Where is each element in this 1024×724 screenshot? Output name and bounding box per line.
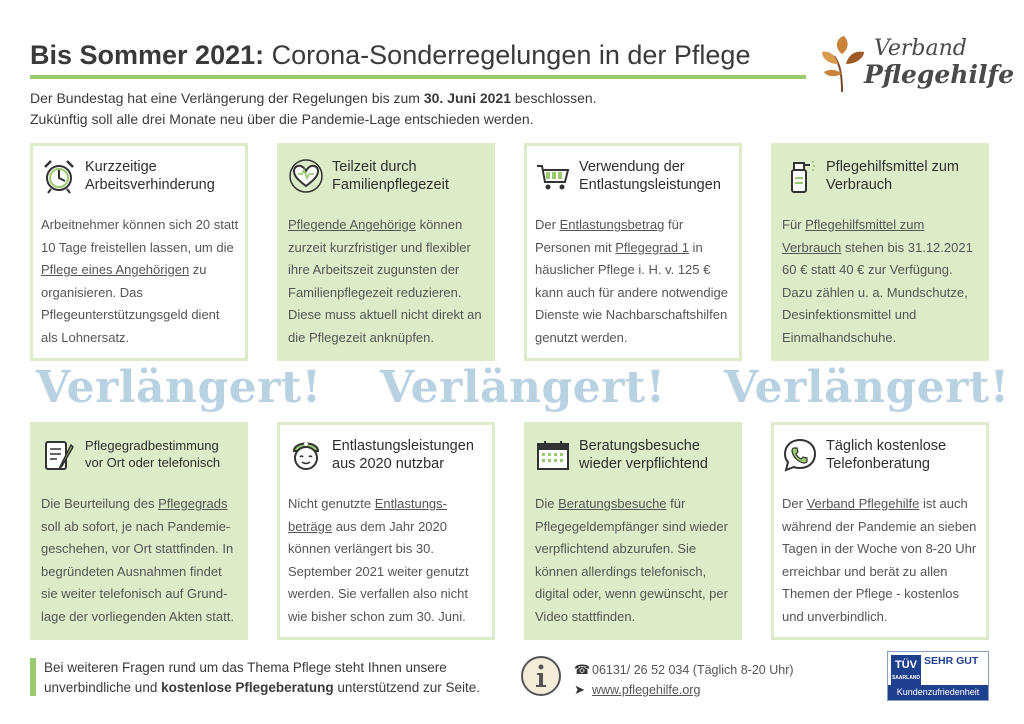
tuv-seal <box>887 651 989 701</box>
card-body-text: soll ab sofort, je nach Pandemie-geschehen, vor Ort stattfinden. In begründeten Ausnahmen findet sie weiter telefonisch auf Grund-lage der vorliegenden Akten statt. <box>41 518 234 624</box>
contact-phone[interactable]: 06131/ 26 52 034 (Täglich 8-20 Uhr) <box>592 663 794 677</box>
alarm-clock-icon <box>41 158 77 194</box>
nurse-icon <box>288 437 324 473</box>
banner-verlaengert-2: Verlängert! <box>380 362 666 413</box>
tuv-logo <box>891 655 921 685</box>
card-body-text: Die <box>535 496 559 511</box>
tuv-brand: TÜV <box>895 659 917 671</box>
card-body <box>288 214 486 349</box>
clipboard-pen-icon <box>41 437 77 473</box>
calendar-icon <box>535 437 571 473</box>
footer-accent-bar <box>30 658 36 696</box>
link-pflege-eines-angehoerigen[interactable]: Pflege eines Angehörigen <box>41 262 190 277</box>
contact-url-row <box>574 680 794 700</box>
contact-phone-row <box>574 660 794 680</box>
intro-line-1-pre: Der Bundestag hat eine Verlängerung der Regelungen bis zum <box>30 90 424 106</box>
card-entlastungsleistungen-2020 <box>277 422 495 640</box>
link-verband-pflegehilfe[interactable]: Verband Pflegehilfe <box>806 496 920 511</box>
intro-line-2: Zukünftig soll alle drei Monate neu über die Pandemie-Lage entschieden werden. <box>30 111 534 127</box>
card-body-text: in häuslicher Pflege i. H. v. 125 € kann auch für andere notwendige Dienste wie Nachbarschaftshilfen genutzt werden. <box>535 239 728 345</box>
contact-url-link[interactable]: www.pflegehilfe.org <box>592 683 701 697</box>
card-verwendung-entlastungsleistungen <box>524 143 742 361</box>
card-title: Teilzeit durch Familienpflegezeit <box>332 159 449 193</box>
shopping-cart-icon <box>535 158 571 194</box>
tuv-band: Kundenzufriedenheit <box>888 685 988 700</box>
footer-line-1: Bei weiteren Fragen rund um das Thema Pflege steht Ihnen unsere <box>44 660 447 675</box>
card-body-text: können zurzeit kurzfristiger und flexibler ihre Arbeitszeit zugunsten der Familienpflegezeit reduzieren. Diese muss aktuell nicht direkt an die Pflegezeit anknüpfen. <box>288 217 482 345</box>
phone-bubble-icon <box>782 437 818 473</box>
tuv-grade: SEHR GUT <box>924 655 979 667</box>
card-body-text: ist auch während der Pandemie an sieben Tagen in der Woche von 8-20 Uhr erreichbar und berät zu allen Themen der Pflege - kostenlos und unverbindlich. <box>782 496 977 624</box>
link-pflegende-angehoerige[interactable]: Pflegende Angehörige <box>288 217 416 232</box>
card-pflegegradbestimmung <box>30 422 248 640</box>
card-title: Pflegegradbestimmung vor Ort oder telefonisch <box>85 438 221 470</box>
card-teilzeit-familienpflegezeit <box>277 143 495 361</box>
link-pflegegrad-1[interactable]: Pflegegrad 1 <box>615 239 689 255</box>
card-body-text: Der <box>535 217 560 232</box>
card-body <box>535 214 733 349</box>
card-body <box>782 493 980 628</box>
heart-icon <box>288 158 324 194</box>
card-title: Beratungsbesuche wieder verpflichtend <box>579 438 708 472</box>
leaf-logo-icon <box>820 34 866 94</box>
card-title: Kurzzeitige Arbeitsverhinderung <box>85 159 215 193</box>
link-entlastungsbetrag[interactable]: Entlastungsbetrag <box>559 217 665 232</box>
footer-line-2 <box>44 678 480 698</box>
contact-block <box>574 660 794 700</box>
card-telefonberatung <box>771 422 989 640</box>
card-title: Entlastungsleistungen aus 2020 nutzbar <box>332 438 474 472</box>
card-body-text: für Pflegegeldempfänger sind wieder verpflichtend abzurufen. Sie können allerdings telefonisch, digital oder, wenn gewünscht, per Video stattfinden. <box>535 496 728 624</box>
card-body-text: Arbeitnehmer können sich 20 statt 10 Tage freistellen lassen, um die <box>41 217 239 255</box>
telephone-icon: ☎ <box>574 662 591 677</box>
card-body <box>41 214 239 349</box>
banner-verlaengert-1: Verlängert! <box>36 362 322 413</box>
card-body-text: Für <box>782 217 806 232</box>
logo-text-verband: Verband <box>874 36 967 61</box>
card-title: Täglich kostenlose Telefonberatung <box>826 438 947 472</box>
link-pflegegrads[interactable]: Pflegegrads <box>158 496 228 511</box>
link-entlastungsbetraege[interactable]: Entlastungs-beträge <box>288 496 447 534</box>
card-body-text: zu organisieren. Das Pflegeunterstützungsgeld dient als Lohnersatz. <box>41 262 220 345</box>
page-title <box>30 40 750 71</box>
footer-line-2-bold: kostenlose Pflegeberatung <box>161 680 334 695</box>
card-body-text: aus dem Jahr 2020 können verlängert bis 30. September 2021 weiter genutzt werden. Sie verfallen also nicht wie bisher schon zum 30. Juni. <box>288 518 469 624</box>
card-body-text: stehen bis 31.12.2021 60 € statt 40 € zur Verfügung. Dazu zählen u. a. Mundschutze, Desinfektionsmittel und Einmalhandschuhe. <box>782 239 973 345</box>
verband-pflegehilfe-logo <box>820 34 1015 98</box>
card-kurzzeitige-arbeitsverhinderung <box>30 143 248 361</box>
logo-text-pflegehilfe: Pflegehilfe <box>864 60 1015 89</box>
footer-line-2-post: unterstützend zur Seite. <box>333 680 480 695</box>
card-title: Verwendung der Entlastungsleistungen <box>579 159 721 193</box>
page-title-bold: Bis Sommer 2021: <box>30 40 265 70</box>
intro-text <box>30 88 597 130</box>
intro-line-1 <box>30 88 597 109</box>
intro-line-1-post: beschlossen. <box>511 90 597 106</box>
link-pflegehilfsmittel-zum-verbrauch[interactable]: Pflegehilfsmittel zum Verbrauch <box>782 217 925 255</box>
page-title-rest: Corona-Sonderregelungen in der Pflege <box>264 40 751 70</box>
card-body-text: Der <box>782 496 807 511</box>
card-beratungsbesuche <box>524 422 742 640</box>
intro-line-1-bold: 30. Juni 2021 <box>423 90 511 106</box>
card-body <box>41 493 239 628</box>
footer-text <box>44 658 480 698</box>
arrow-right-icon: ➤ <box>574 682 585 697</box>
card-body-text: Nicht genutzte <box>288 496 375 511</box>
card-body <box>535 493 733 628</box>
spray-bottle-icon <box>782 158 818 194</box>
card-body-text: für Personen mit <box>535 217 684 255</box>
card-pflegehilfsmittel-verbrauch <box>771 143 989 361</box>
footer-line-2-pre: unverbindliche und <box>44 680 162 695</box>
card-body <box>782 214 980 349</box>
card-body <box>288 493 486 628</box>
info-icon <box>520 655 562 697</box>
tuv-region: SAARLAND <box>891 675 921 681</box>
title-underline <box>30 75 806 79</box>
card-body-text: Die Beurteilung des <box>41 496 159 511</box>
link-beratungsbesuche[interactable]: Beratungsbesuche <box>558 496 667 511</box>
banner-verlaengert-3: Verlängert! <box>724 362 1010 413</box>
card-title: Pflegehilfsmittel zum Verbrauch <box>826 159 959 193</box>
